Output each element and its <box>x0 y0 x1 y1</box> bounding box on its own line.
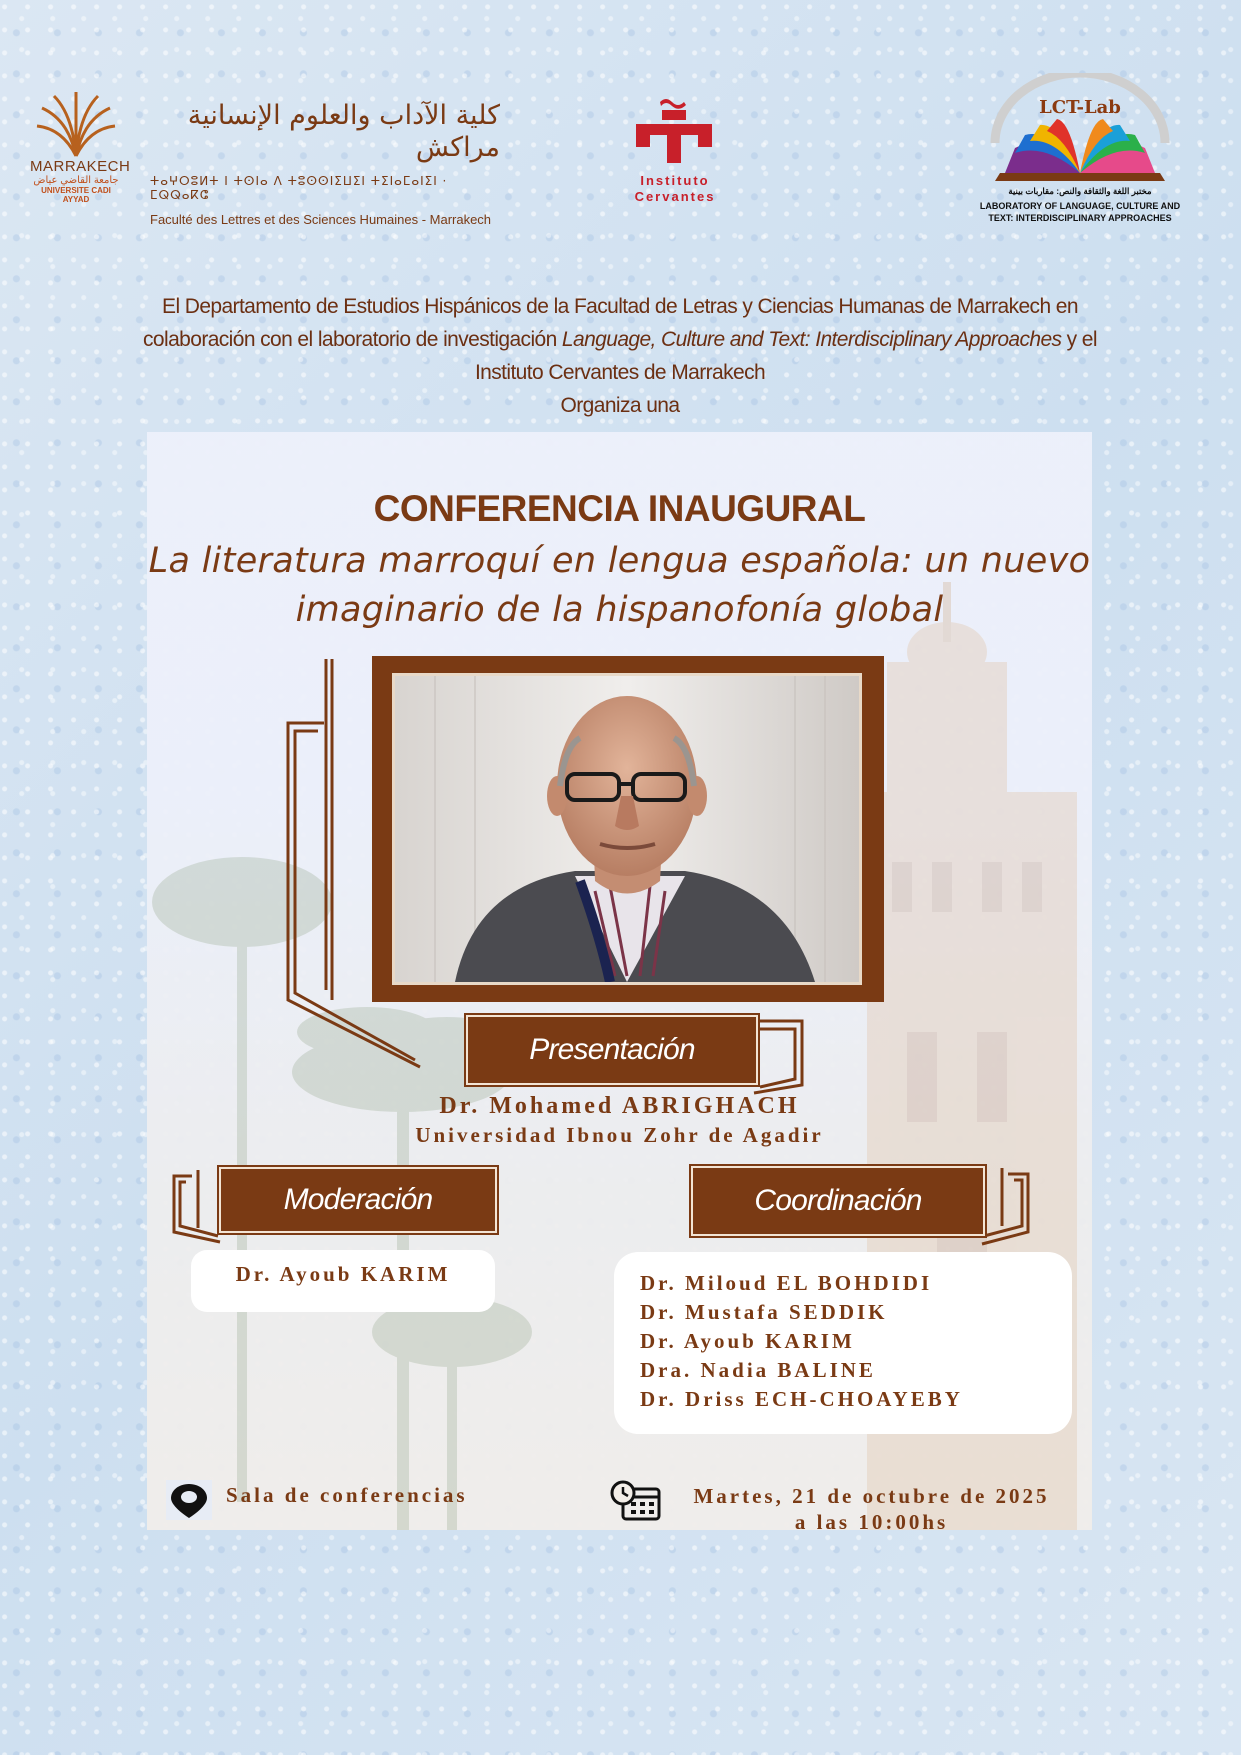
presentation-ribbon: Presentación <box>466 1015 758 1085</box>
coordination-ribbon: Coordinación <box>691 1166 985 1236</box>
intro-line3: Instituto Cervantes de Marrakech <box>474 361 766 384</box>
lct-english-1: LABORATORY OF LANGUAGE, CULTURE AND <box>979 201 1181 211</box>
faculty-logo <box>150 100 500 227</box>
coordinator-name: Dr. Mustafa SEDDIK <box>640 1300 888 1324</box>
coordinators-list <box>640 1269 1070 1414</box>
moderation-ribbon: Moderación <box>219 1167 497 1233</box>
cervantes-emblem-icon <box>630 98 720 168</box>
date-text <box>669 1483 1074 1535</box>
intro-line4: Organiza una <box>560 394 680 417</box>
uca-arabic: جامعة القاضي عياض <box>33 175 119 186</box>
conference-subtitle <box>147 537 1092 635</box>
lct-english-2: TEXT: INTERDISCIPLINARY APPROACHES <box>988 213 1172 223</box>
time-line: a las 10:00hs <box>794 1510 949 1534</box>
palm-emblem-icon <box>34 88 118 158</box>
moderation-bracket <box>170 1168 222 1246</box>
faculty-arabic: كلية الآداب والعلوم الإنسانية مراكش <box>187 100 500 163</box>
intro-text <box>140 290 1100 422</box>
intro-line1: El Departamento de Estudios Hispánicos de la Facultad de Letras y Ciencias Humanas de Marrakech en <box>162 295 1078 318</box>
coordinator-name: Dr. Driss ECH-CHOAYEBY <box>640 1387 963 1411</box>
speaker-photo <box>392 673 862 985</box>
coordination-bracket <box>980 1166 1032 1248</box>
location-pin-icon <box>166 1480 212 1520</box>
speaker-portrait-image <box>395 676 859 982</box>
coordinator-name: Dra. Nadia BALINE <box>640 1358 876 1382</box>
cervantes-line1: Instituto <box>640 173 710 188</box>
presentation-bracket <box>752 1015 807 1095</box>
calendar-clock-icon <box>609 1479 661 1521</box>
open-book-icon <box>975 73 1185 183</box>
subtitle-line1: La literatura marroquí en lengua española: un nuevo <box>148 541 1091 581</box>
conference-title: CONFERENCIA INAUGURAL <box>373 488 866 529</box>
instituto-cervantes-logo <box>625 98 725 208</box>
speaker-affiliation: Universidad Ibnou Zohr de Agadir <box>415 1123 824 1147</box>
date-line: Martes, 21 de octubre de 2025 <box>693 1484 1050 1508</box>
lct-lab-logo <box>975 73 1185 233</box>
universite-cadi-ayyad-logo <box>30 88 131 223</box>
cervantes-line2: Cervantes <box>634 189 716 204</box>
intro-line2-b: y el <box>1061 328 1097 351</box>
lct-arabic: مختبر اللغة والثقافة والنص: مقاربات بينية <box>1008 186 1152 196</box>
coordinator-name: Dr. Miloud EL BOHDIDI <box>640 1271 933 1295</box>
uca-city: MARRAKECH <box>30 158 131 175</box>
faculty-tifinagh: ⵜⴰⵖⵔⵓⵍⵜ ⵏ ⵜⵙⵏⴰ ⴷ ⵜⵓⵙⵙⵏⵉⵡⵉⵏ ⵜⵉⵏⴰⵎⴰⵏⵉⵏ · ⵎⵕⵕⴰⴽⵛ <box>150 174 448 202</box>
speaker-photo-frame <box>372 656 884 1002</box>
intro-line2-a: colaboración con el laboratorio de investigación <box>143 328 562 351</box>
moderator-name: Dr. Ayoub KARIM <box>235 1262 451 1286</box>
coordinator-name: Dr. Ayoub KARIM <box>640 1329 855 1353</box>
uca-french: UNIVERSITE CADI AYYAD <box>41 186 111 204</box>
subtitle-line2: imaginario de la hispanofonía global <box>295 590 944 630</box>
faculty-french: Faculté des Lettres et des Sciences Humaines - Marrakech <box>150 212 492 227</box>
intro-lab-name: Language, Culture and Text: Interdisciplinary Approaches <box>561 328 1062 351</box>
location-text: Sala de conferencias <box>226 1483 468 1507</box>
lct-title: LCT-Lab <box>1039 97 1121 118</box>
speaker-name: Dr. Mohamed ABRIGHACH <box>439 1093 800 1119</box>
intro-line2 <box>140 323 1100 356</box>
